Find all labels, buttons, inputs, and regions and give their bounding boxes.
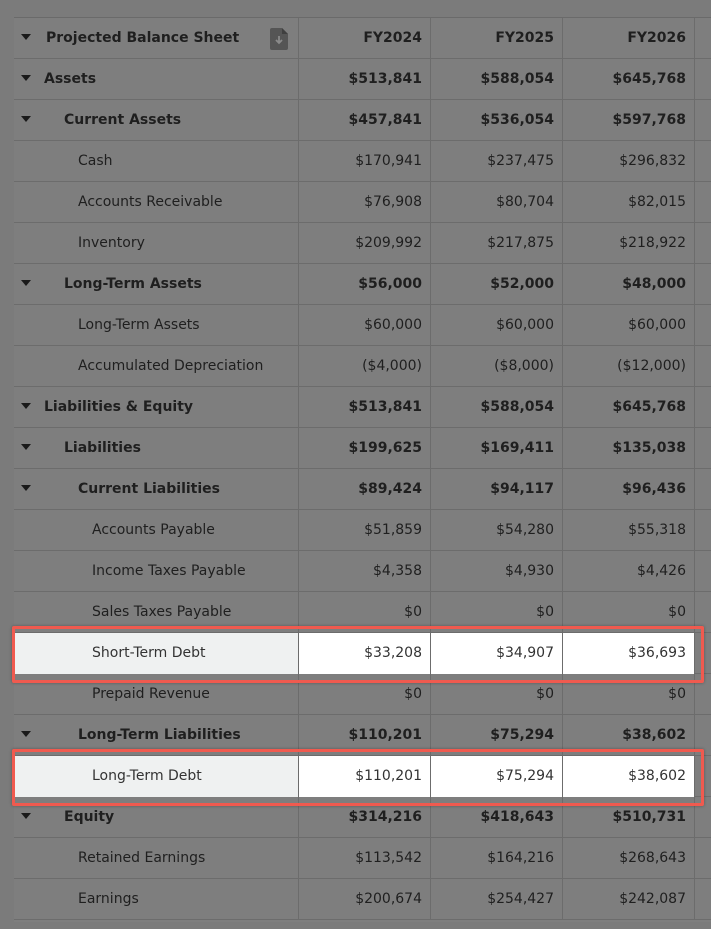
row-label: Prepaid Revenue <box>92 686 210 702</box>
header-fy2026: FY2026 <box>563 18 695 59</box>
row-value-fy2026: $645,768 <box>563 387 695 428</box>
row-value-fy2025: $169,411 <box>431 428 563 469</box>
row-value-fy2024: $89,424 <box>299 469 431 510</box>
row-label: Accounts Receivable <box>78 194 223 210</box>
row-value-fy2025: $4,930 <box>431 551 563 592</box>
caret-down-icon[interactable] <box>21 34 31 40</box>
row-value-fy2024: $170,941 <box>299 141 431 182</box>
row-value-fy2025: $237,475 <box>431 141 563 182</box>
row-value-fy2026: $510,731 <box>563 797 695 838</box>
highlight-frame-long-term-debt <box>12 749 704 806</box>
row-value-fy2024: $113,542 <box>299 838 431 879</box>
row-value-fy2026: $135,038 <box>563 428 695 469</box>
row-label: Liabilities & Equity <box>44 399 194 415</box>
table-row <box>14 141 711 182</box>
row-value-fy2026: $218,922 <box>563 223 695 264</box>
row-value-fy2024: $60,000 <box>299 305 431 346</box>
table-header-row <box>14 18 711 59</box>
row-value-fy2025: $0 <box>431 592 563 633</box>
row-value-fy2024: $4,358 <box>299 551 431 592</box>
row-value-fy2026: $4,426 <box>563 551 695 592</box>
row-label: Current Liabilities <box>78 481 220 497</box>
row-value-fy2024: $51,859 <box>299 510 431 551</box>
table-row <box>14 346 711 387</box>
caret-down-icon[interactable] <box>21 485 31 491</box>
row-label: Accumulated Depreciation <box>78 358 264 374</box>
row-value-fy2026: $96,436 <box>563 469 695 510</box>
row-value-fy2025: $52,000 <box>431 264 563 305</box>
row-value-fy2026: $38,602 <box>563 715 695 756</box>
row-value-fy2025: $418,643 <box>431 797 563 838</box>
header-fy2024: FY2024 <box>299 18 431 59</box>
caret-down-icon[interactable] <box>21 403 31 409</box>
row-label: Accounts Payable <box>92 522 215 538</box>
row-label: Equity <box>64 809 115 825</box>
table-row <box>14 182 711 223</box>
row-value-fy2024: $457,841 <box>299 100 431 141</box>
row-value-fy2025: $54,280 <box>431 510 563 551</box>
table-row <box>14 100 711 141</box>
row-value-fy2026: $82,015 <box>563 182 695 223</box>
row-label: Sales Taxes Payable <box>92 604 232 620</box>
row-value-fy2024[interactable]: $110,201 <box>299 756 431 797</box>
table-row <box>14 510 711 551</box>
row-value-fy2026[interactable]: $36,693 <box>563 633 695 674</box>
row-label: Retained Earnings <box>78 850 206 866</box>
row-value-fy2025: $588,054 <box>431 59 563 100</box>
row-value-fy2026: $0 <box>563 592 695 633</box>
row-value-fy2026: $645,768 <box>563 59 695 100</box>
header-fy2025: FY2025 <box>431 18 563 59</box>
row-value-fy2024: $200,674 <box>299 879 431 920</box>
row-label: Short-Term Debt <box>92 645 206 661</box>
row-value-fy2024: $199,625 <box>299 428 431 469</box>
row-value-fy2024: $314,216 <box>299 797 431 838</box>
table-row <box>14 428 711 469</box>
row-value-fy2025: $164,216 <box>431 838 563 879</box>
table-row <box>14 469 711 510</box>
row-label: Assets <box>44 71 97 87</box>
highlight-frame-short-term-debt <box>12 626 704 683</box>
caret-down-icon[interactable] <box>21 116 31 122</box>
row-label: Current Assets <box>64 112 182 128</box>
row-value-fy2026: $268,643 <box>563 838 695 879</box>
caret-down-icon[interactable] <box>21 731 31 737</box>
table-row <box>14 59 711 100</box>
row-value-fy2024: $0 <box>299 674 431 715</box>
row-label: Liabilities <box>64 440 141 456</box>
table-row <box>14 264 711 305</box>
row-label: Inventory <box>78 235 145 251</box>
row-value-fy2025: $536,054 <box>431 100 563 141</box>
row-value-fy2025: ($8,000) <box>431 346 563 387</box>
row-label: Long-Term Assets <box>64 276 202 292</box>
row-value-fy2024: $56,000 <box>299 264 431 305</box>
row-value-fy2026: ($12,000) <box>563 346 695 387</box>
caret-down-icon[interactable] <box>21 813 31 819</box>
caret-down-icon[interactable] <box>21 280 31 286</box>
row-value-fy2026: $597,768 <box>563 100 695 141</box>
row-label: Long-Term Debt <box>92 768 202 784</box>
table-row <box>14 879 711 920</box>
row-value-fy2026: $296,832 <box>563 141 695 182</box>
row-value-fy2026: $242,087 <box>563 879 695 920</box>
row-label: Long-Term Liabilities <box>78 727 241 743</box>
table-row <box>14 551 711 592</box>
row-value-fy2025: $75,294 <box>431 715 563 756</box>
table-row <box>14 305 711 346</box>
row-value-fy2026[interactable]: $38,602 <box>563 756 695 797</box>
row-value-fy2024: $513,841 <box>299 59 431 100</box>
row-value-fy2025: $0 <box>431 674 563 715</box>
row-value-fy2025: $254,427 <box>431 879 563 920</box>
row-value-fy2025[interactable]: $75,294 <box>431 756 563 797</box>
row-value-fy2026: $55,318 <box>563 510 695 551</box>
row-value-fy2026: $0 <box>563 674 695 715</box>
row-value-fy2024: $76,908 <box>299 182 431 223</box>
row-value-fy2024: $209,992 <box>299 223 431 264</box>
table-row <box>14 223 711 264</box>
row-value-fy2024: $0 <box>299 592 431 633</box>
row-label: Cash <box>78 153 113 169</box>
row-value-fy2026: $48,000 <box>563 264 695 305</box>
row-value-fy2026: $60,000 <box>563 305 695 346</box>
row-value-fy2025: $60,000 <box>431 305 563 346</box>
row-value-fy2025[interactable]: $34,907 <box>431 633 563 674</box>
table-row <box>14 838 711 879</box>
caret-down-icon[interactable] <box>21 444 31 450</box>
row-value-fy2025: $217,875 <box>431 223 563 264</box>
row-value-fy2024: ($4,000) <box>299 346 431 387</box>
row-value-fy2025: $588,054 <box>431 387 563 428</box>
row-value-fy2024[interactable]: $33,208 <box>299 633 431 674</box>
file-download-icon[interactable] <box>270 28 288 50</box>
header-label-cell <box>14 18 299 59</box>
row-value-fy2024: $513,841 <box>299 387 431 428</box>
row-value-fy2025: $80,704 <box>431 182 563 223</box>
row-label: Long-Term Assets <box>78 317 200 333</box>
row-value-fy2024: $110,201 <box>299 715 431 756</box>
row-value-fy2025: $94,117 <box>431 469 563 510</box>
table-row <box>14 387 711 428</box>
caret-down-icon[interactable] <box>21 75 31 81</box>
row-label: Income Taxes Payable <box>92 563 246 579</box>
row-label: Earnings <box>78 891 139 907</box>
table-title: Projected Balance Sheet <box>46 30 240 46</box>
